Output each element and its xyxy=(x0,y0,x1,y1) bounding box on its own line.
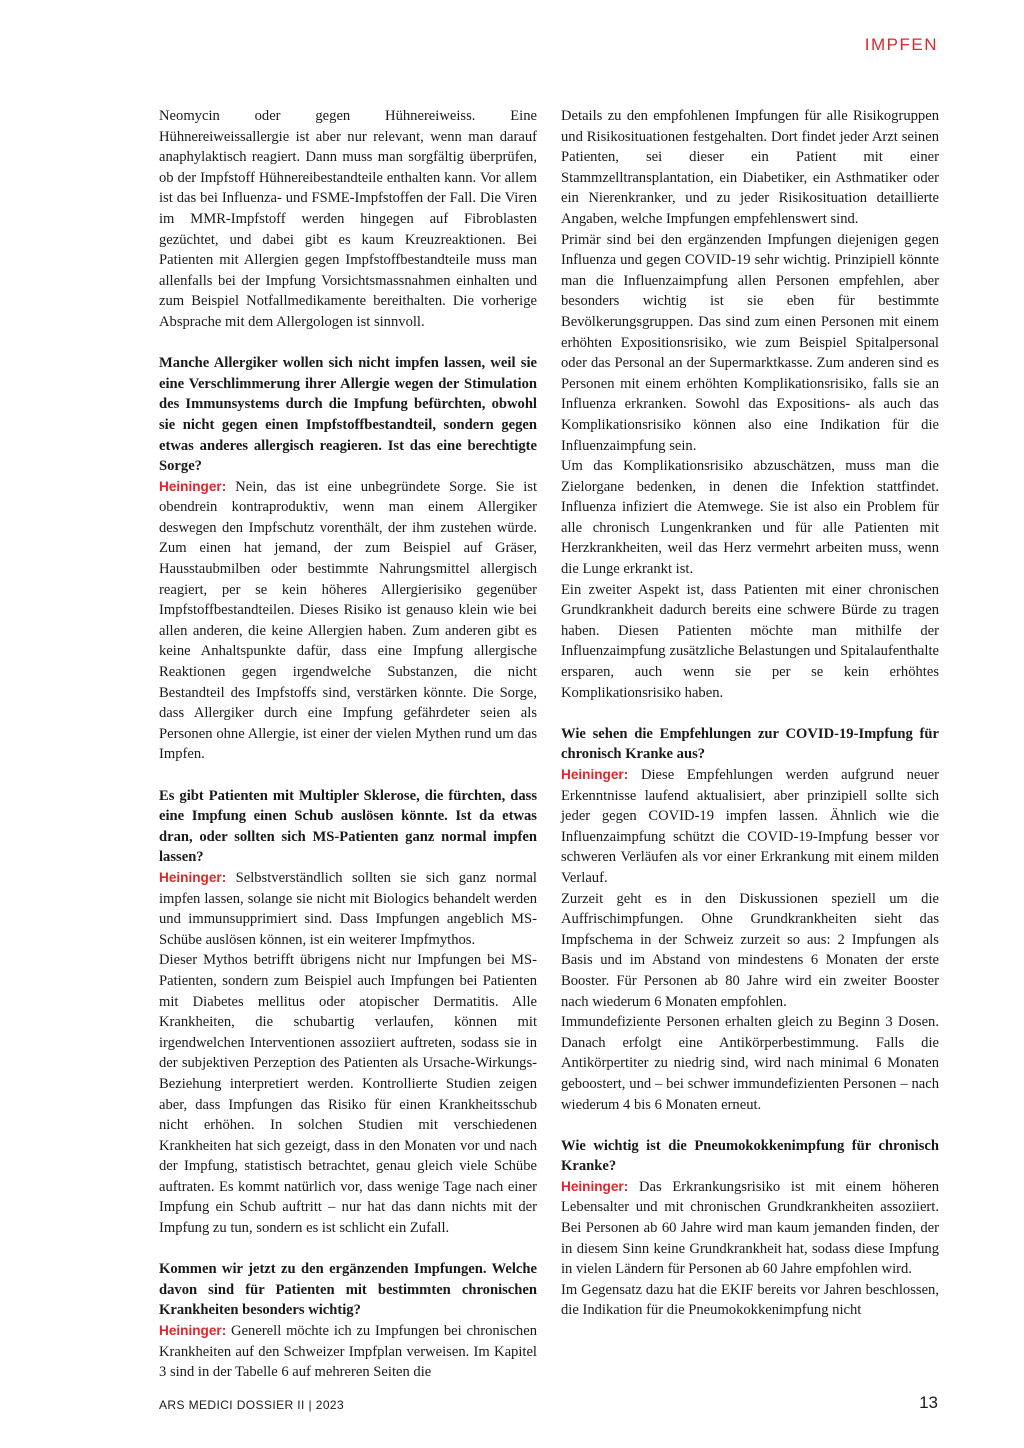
speaker-label: Heininger: xyxy=(159,1323,227,1339)
answer-text: Selbstverständlich sollten sie sich ganz normal impfen lassen, solange sie nicht mit Biologics behandelt werden und immunsupprimiert sind. Dass Impfungen angeblich MS-Schübe auslösen können, ist ein weiterer Impfmythos. xyxy=(159,869,537,948)
paragraph: Immundefiziente Personen erhalten gleich zu Beginn 3 Dosen. Danach erfolgt eine Antikörperbestimmung. Falls die Antikörpertiter zu niedrig sind, wird nach minimal 6 Monaten geboostert, und – bei schwer immundefizienten Personen – nach wiederum 4 bis 6 Monaten erneut. xyxy=(561,1014,939,1113)
left-column xyxy=(159,106,537,1383)
answer-text: Nein, das ist eine unbegründete Sorge. Sie ist obendrein kontraproduktiv, wenn man einem Allergiker deswegen den Impfschutz vorenthält, der ihm zustehen würde. Zum einen hat jemand, der zum Beispiel auf Gräser, Hausstaubmilben oder bestimmte Nahrungsmittel allergisch reagiert, per se kein höheres Allergierisiko gegenüber Impfstoffbestandteilen. Dieses Risiko ist genauso klein wie bei allen anderen, die keine Allergien haben. Zum anderen gibt es keine Anhaltspunkte dafür, dass eine Impfung allergische Reaktionen gegen irgendwelche Substanzen, die nicht Bestandteil des Impfstoffs sind, verstärken könnte. Die Sorge, dass Allergiker durch eine Impfung gefährdeter seien als Personen ohne Allergie, ist einer der vielen Mythen rund um das Impfen. xyxy=(159,478,537,763)
answer-text: Generell möchte ich zu Impfungen bei chronischen Krankheiten auf den Schweizer Impfplan verweisen. Im Kapitel 3 sind in der Tabelle 6 auf mehreren Seiten die xyxy=(159,1323,537,1381)
speaker-label: Heininger: xyxy=(561,767,629,782)
answer-text: Diese Empfehlungen werden aufgrund neuer Erkenntnisse laufend aktualisiert, aber prinzipiell sollte sich jeder gegen COVID-19 impfen lassen. Ähnlich wie die Influenzaimpfung schützt die COVID-19-Impfung besser vor schweren Verläufen als vor einer Erkrankung mit einem milden Verlauf. xyxy=(561,767,939,886)
paragraph: Um das Komplikationsrisiko abzuschätzen, muss man die Zielorgane bedenken, in denen die Infektion stattfindet. Influenza infiziert die Atemwege. Sie ist also ein Problem für alle chronisch Lungenkranken und für alle Patienten mit Herzkrankheiten, weil das Herz vermehrt arbeiten muss, wenn die Lunge erkrankt ist. xyxy=(561,458,939,578)
section-tag: IMPFEN xyxy=(864,35,938,54)
paragraph: Primär sind bei den ergänzenden Impfungen diejenigen gegen Influenza und gegen COVID-19 sehr wichtig. Prinzipiell könnte man die Influenzaimpfung allen Personen empfehlen, aber besonders wichtig ist sie eben für bestimmte Bevölkerungsgruppen. Das sind zum einen Personen mit einem erhöhten Expositionsrisiko, wie zum Beispiel Spitalpersonal oder das Personal an der Supermarktkasse. Zum anderen sind es Personen mit einem erhöhten Komplikationsrisiko, falls sie an Influenza erkranken. Sowohl das Expositions- als auch das Komplikationsrisiko können also eine Indikation für die Influenzaimpfung sein. xyxy=(561,231,939,454)
answer-paragraph xyxy=(159,868,537,950)
speaker-label: Heininger: xyxy=(159,478,227,494)
answer-paragraph xyxy=(561,1177,939,1280)
page-number: 13 xyxy=(919,1393,938,1412)
paragraph: Ein zweiter Aspekt ist, dass Patienten mit einer chronischen Grundkrankheit dadurch bereits eine schwere Bürde zu tragen haben. Diesen Patienten möchte man mithilfe der Influenzaimpfung zusätzliche Belastungen und Spitalaufenthalte ersparen, auch wenn sie per se kein erhöhtes Komplikationsrisiko haben. xyxy=(561,581,939,701)
speaker-label: Heininger: xyxy=(561,1178,629,1194)
paragraph: Neomycin oder gegen Hühnereiweiss. Eine Hühnereiweissallergie ist aber nur relevant, wenn man darauf anaphylaktisch reagiert. Dann muss man sorgfältig überprüfen, ob der Impfstoff Hühnereibestandteile enthalten kann. Vor allem ist das bei Influenza- und FSME-Impfstoffen der Fall. Die Viren im MMR-Impfstoff werden hingegen auf Fibroblasten gezüchtet, und dabei gibt es kaum Kreuzreaktionen. Bei Patienten mit Allergien gegen Impfstoffbestandteile muss man allenfalls bei der Impfung Vorsichtsmassnahmen einhalten und zum Beispiel Notfallmedikamente bereithalten. Die vorherige Absprache mit dem Allergologen ist sinnvoll. xyxy=(159,108,537,330)
interview-question: Kommen wir jetzt zu den ergänzenden Impfungen. Welche davon sind für Patienten mit bestimmten chronischen Krankheiten besonders wichtig? xyxy=(159,1261,537,1319)
paragraph: Zurzeit geht es in den Diskussionen speziell um die Auffrischimpfungen. Ohne Grundkrankheiten sieht das Impfschema in der Schweiz zurzeit so aus: 2 Impfungen als Basis und im Abstand von mindestens 6 Monaten der erste Booster. Für Personen ab 80 Jahre wird ein zweiter Booster nach wiederum 6 Monaten empfohlen. xyxy=(561,890,939,1010)
paragraph: Details zu den empfohlenen Impfungen für alle Risikogruppen und Risikosituationen festgehalten. Dort findet jeder Arzt seinen Patienten, sei dieser ein Patient mit einer Stammzelltransplantation, ein Diabetiker, ein Asthmatiker oder ein Nierenkranker, und zu jeder Risikosituation detaillierte Angaben, welche Impfungen empfehlenswert sind. xyxy=(561,108,939,227)
publication-footer: ARS MEDICI DOSSIER II | 2023 xyxy=(159,1398,345,1412)
interview-question: Es gibt Patienten mit Multipler Sklerose, die fürchten, dass eine Impfung einen Schub auslösen könnte. Ist da etwas dran, oder sollten sich MS-Patienten ganz normal impfen lassen? xyxy=(159,787,537,866)
paragraph: Dieser Mythos betrifft übrigens nicht nur Impfungen bei MS-Patienten, sondern zum Beispiel auch Impfungen bei Patienten mit Diabetes mellitus oder atopischer Dermatitis. Alle Krankheiten, die schubartig verlaufen, können mit irgendwelchen Interventionen assoziiert auftreten, sodass sie in der subjektiven Perzeption des Patienten als Ursache-Wirkungs-Beziehung interpretiert werden. Kontrollierte Studien zeigen aber, dass Impfungen das Risiko für einen Krankheitsschub nicht erhöhen. In solchen Studien mit verschiedenen Krankheiten hat sich gezeigt, dass in den Monaten vor und nach der Impfung, statistisch betrachtet, genau gleich viele Schübe auftraten. Es kommt natürlich vor, dass wenige Tage nach einer Impfung ein Schub auftritt – nur hat das dann nichts mit der Impfung zu tun, sondern es ist schlicht ein Zufall. xyxy=(159,952,537,1237)
paragraph: Im Gegensatz dazu hat die EKIF bereits vor Jahren beschlossen, die Indikation für die Pneumokokkenimpfung nicht xyxy=(561,1281,939,1319)
interview-question: Wie wichtig ist die Pneumokokkenimpfung für chronisch Kranke? xyxy=(561,1137,939,1175)
answer-paragraph xyxy=(159,1321,537,1383)
answer-paragraph xyxy=(159,477,537,765)
answer-text: Das Erkrankungsrisiko ist mit einem höheren Lebensalter und mit chronischen Grundkrankheiten assoziiert. Bei Personen ab 60 Jahre wird man kaum jemanden finden, der in diesem Sinn keine Grundkrankheit hat, sodass diese Impfung in vielen Ländern für Personen ab 60 Jahre empfohlen wird. xyxy=(561,1178,939,1278)
right-column xyxy=(561,106,939,1321)
speaker-label: Heininger: xyxy=(159,869,227,885)
interview-question: Manche Allergiker wollen sich nicht impfen lassen, weil sie eine Verschlimmerung ihrer Allergie wegen der Stimulation des Immunsystems durch die Impfung befürchten, obwohl sie nicht gegen einen Impfstoffbestandteil, sondern gegen etwas anderes allergisch reagieren. Ist das eine berechtigte Sorge? xyxy=(159,355,537,475)
answer-paragraph xyxy=(561,765,939,889)
interview-question: Wie sehen die Empfehlungen zur COVID-19-Impfung für chronisch Kranke aus? xyxy=(561,725,939,763)
